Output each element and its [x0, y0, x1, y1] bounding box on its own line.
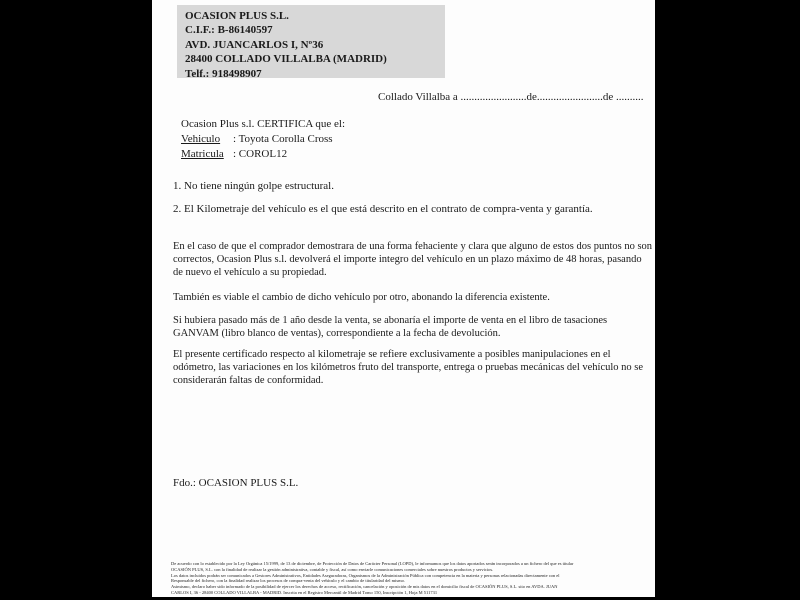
body-paragraphs [173, 240, 653, 387]
legal-line-1: De acuerdo con lo establecido por la Ley Orgánica 15/1999, de 13 de diciembre, de Protección de Datos de Carácter Personal (LOPD), le informamos que los datos aportados serán incorporados a un fichero del que es titular [171, 561, 574, 566]
document-page [152, 0, 655, 597]
vehicle-label: Vehiculo [181, 133, 221, 145]
plate-row [181, 147, 345, 162]
legal-line-3: Los datos incluidos podrán ser comunicados a Gestores Administrativos, Entidades Aseguradoras, Organismos de la Administración Pública con competencia en la materia y personas relacionadas directamente con el [171, 572, 560, 578]
company-city: 28400 COLLADO VILLALBA (MADRID) [185, 53, 387, 66]
legal-line-6: CARLOS I, 36 - 28400 COLLADO VILLALBA - MADRID. Inscrita en el Registro Mercantil de Madrid Tomo 150, Inscripción 1, Hoja M 511731 [171, 589, 438, 595]
legal-line-2: OCASIÓN PLUS, S.L. con la finalidad de realizar la gestión administrativa, contable y fiscal, así como enviarle comunicaciones comerciales sobre nuestros productos y servicios. [171, 566, 494, 572]
plate-value: : COROL12 [233, 148, 288, 160]
point-1: 1. No tiene ningún golpe estructural. [173, 180, 334, 192]
legal-line-4: Responsable del fichero, con la finalidad realizar los procesos de compra-venta del vehículo y el cambio de titularidad del mismo. [171, 578, 406, 584]
paragraph-exchange: También es viable el cambio de dicho vehículo por otro, abonando la diferencia existente. [173, 292, 550, 303]
plate-label: Matricula [181, 148, 224, 160]
company-header-block [177, 5, 445, 78]
company-phone: Telf.: 918498907 [185, 67, 262, 80]
vehicle-value: : Toyota Corolla Cross [233, 133, 333, 145]
paragraph-refund: En el caso de que el comprador demostrara de una forma fehaciente y clara que alguno de estos dos puntos no son correctos, Ocasion Plus s.l. devolverá el importe integro del vehículo en un plazo máximo de 48 horas, pasando de nuevo el vehículo a su propiedad. [173, 241, 653, 278]
company-cif: C.I.F.: B-86140597 [185, 24, 273, 37]
vehicle-row [181, 132, 345, 147]
company-address: AVD. JUANCARLOS I, Nº36 [185, 38, 324, 51]
certified-points [173, 180, 651, 226]
company-name: OCASION PLUS S.L. [185, 10, 289, 22]
legal-fine-print [171, 561, 653, 596]
paragraph-ganvam: Si hubiera pasado más de 1 año desde la venta, se abonaría el importe de venta en el libro de tasaciones GANVAM (libro blanco de ventas), correspondiente a la fecha de devolución. [173, 315, 608, 339]
signature-line: Fdo.: OCASION PLUS S.L. [173, 477, 299, 489]
legal-line-5: Asimismo, declaro haber sido informado de la posibilidad de ejercer los derechos de acceso, rectificación, cancelación y oposición de mis datos en el domicilio fiscal de OCASIÓN PLUS, S.L. sito en AVDA. JUAN [171, 584, 558, 590]
point-2: 2. El Kilometraje del vehículo es el que está descrito en el contrato de compra-venta y garantía. [173, 203, 593, 215]
certify-intro: Ocasion Plus s.l. CERTIFICA que el: [181, 118, 346, 130]
date-line: Collado Villalba a ........................de........................de .......... [378, 91, 644, 103]
paragraph-odometer: El presente certificado respecto al kilometraje se refiere exclusivamente a posibles manipulaciones en el odómetro, las variaciones en los kilómetros fruto del transporte, entrega o pruebas mecánicas del vehículo no se considerarán faltas de conformidad. [173, 349, 644, 386]
certify-block [181, 117, 345, 162]
